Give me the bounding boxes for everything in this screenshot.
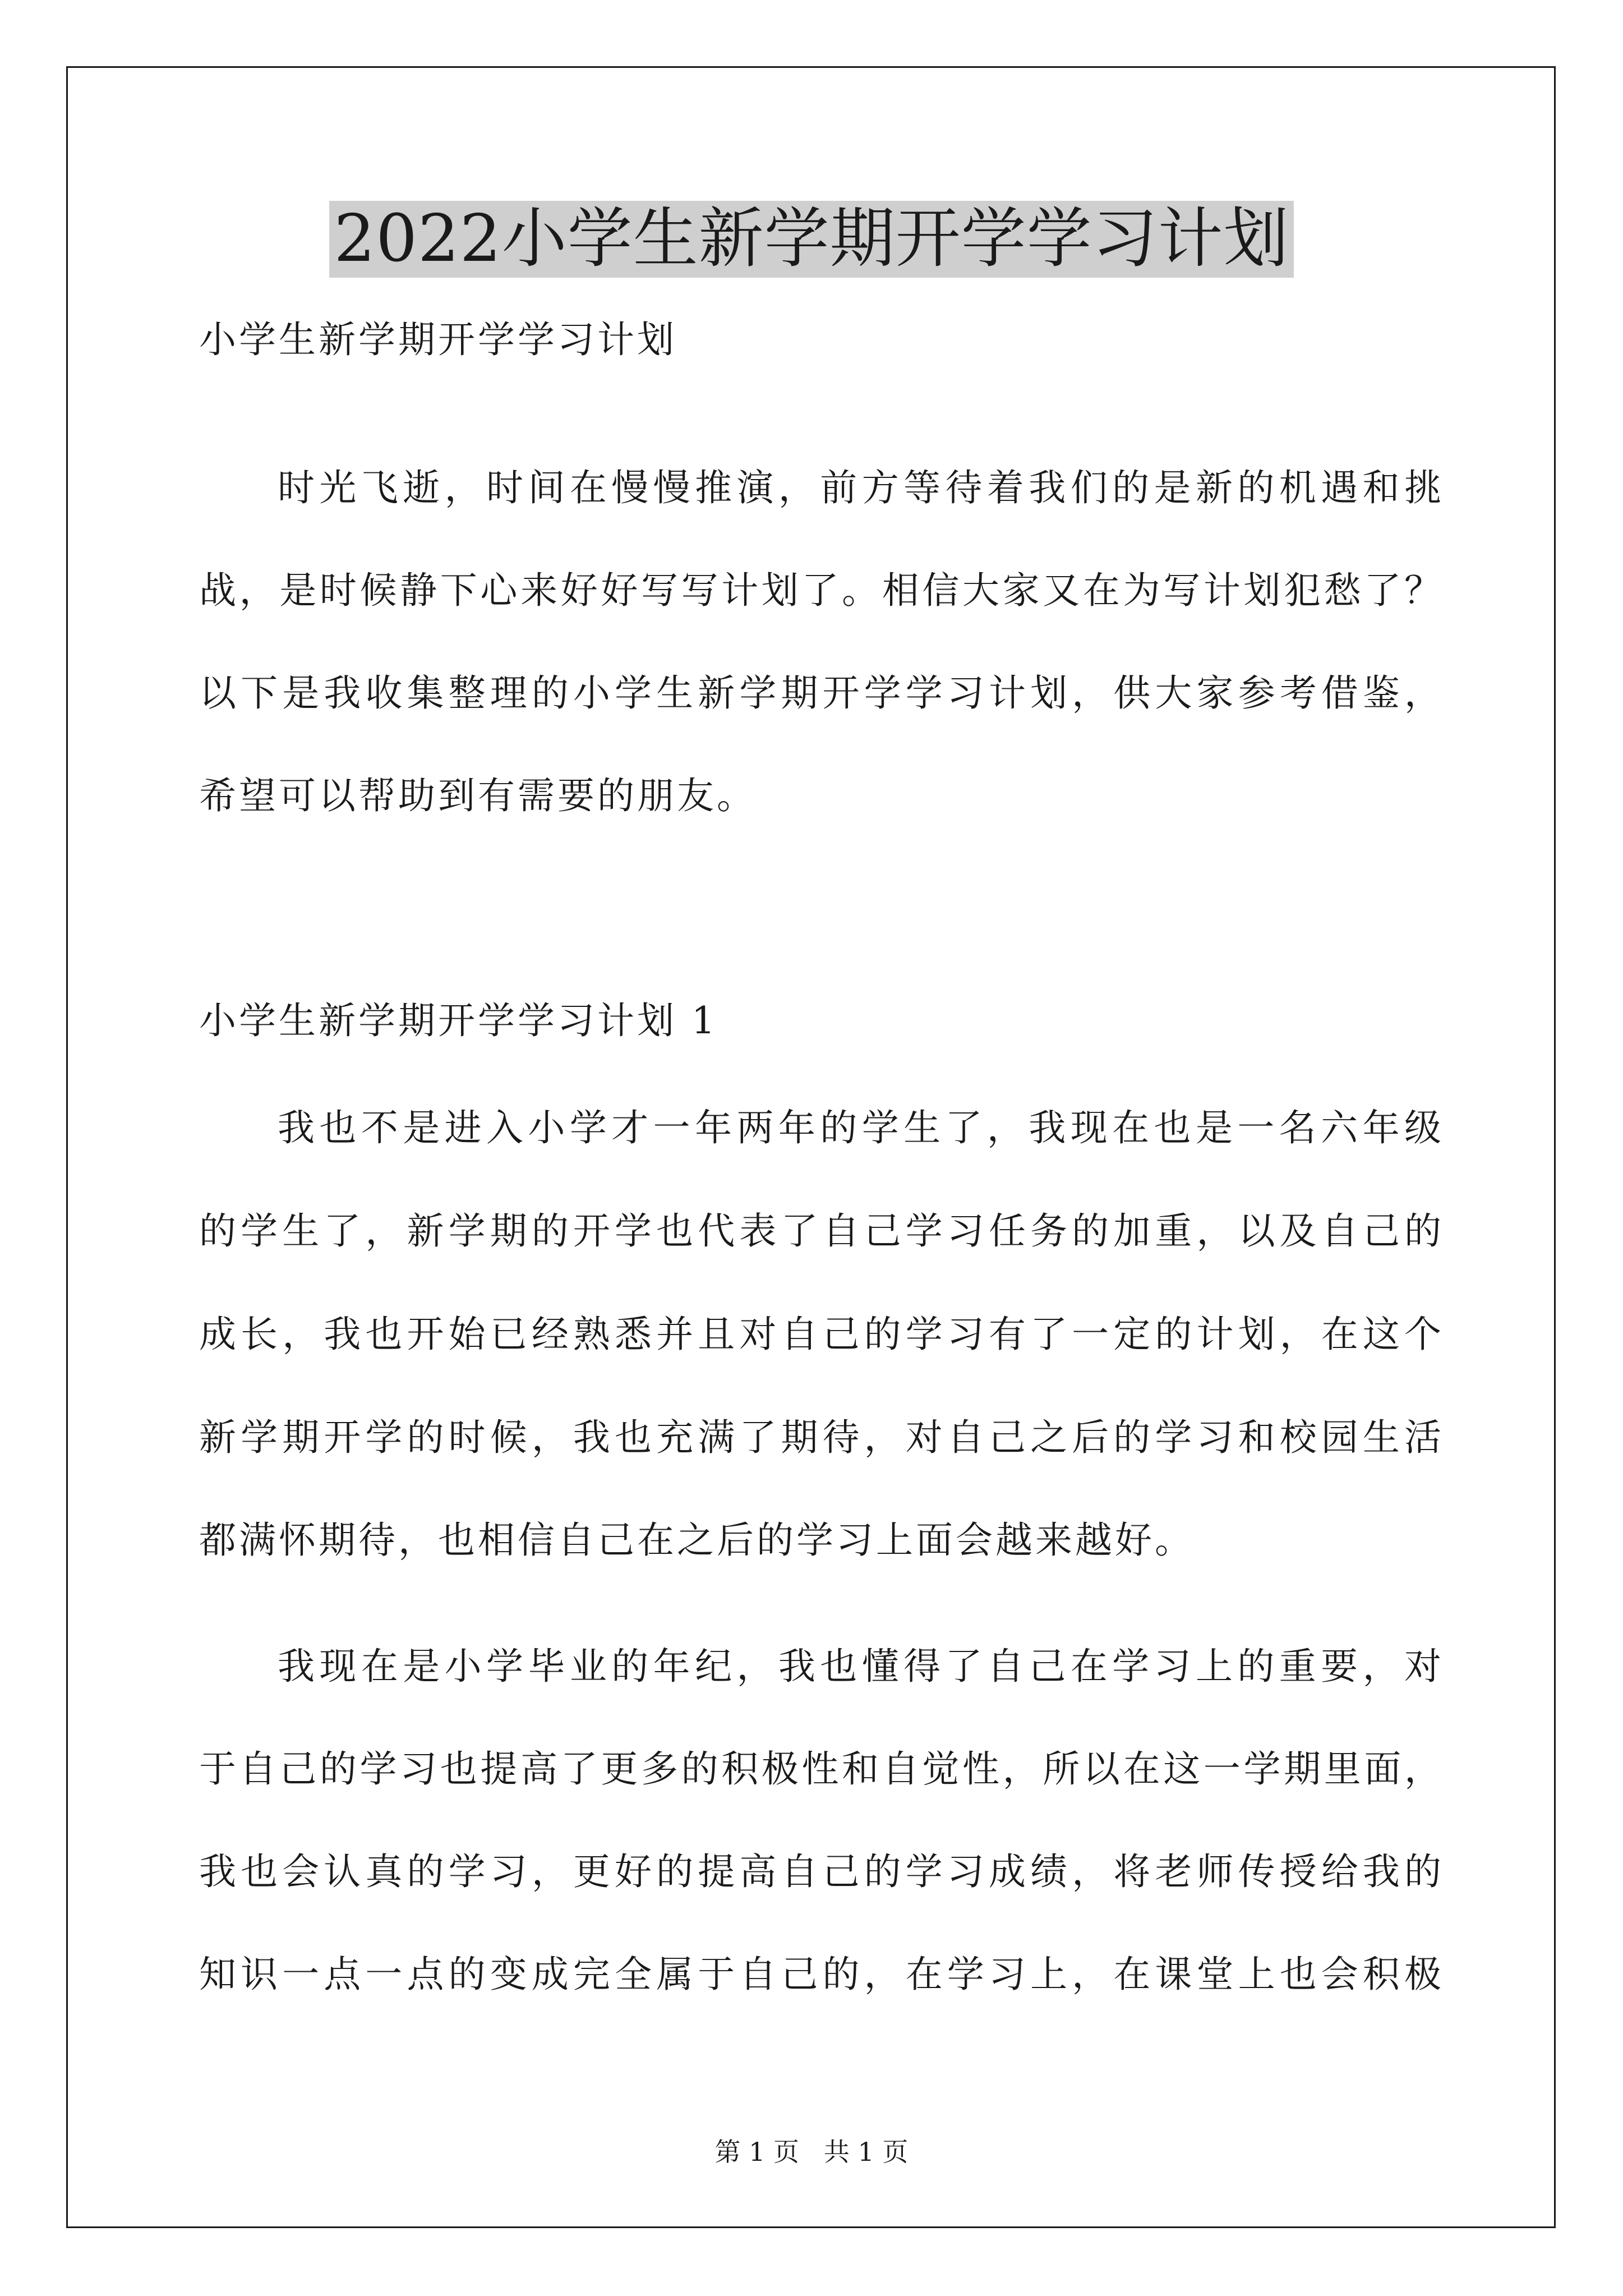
- section-heading: 小学生新学期开学学习计划: [199, 318, 677, 361]
- paragraph-line: 都满怀期待，也相信自己在之后的学习上面会越来越好。: [199, 1519, 1195, 1562]
- section-heading: 小学生新学期开学学习计划 1: [199, 999, 718, 1042]
- page-number-footer: 第 1 页 共 1 页: [714, 2137, 909, 2167]
- paragraph-line: 成长，我也开始已经熟悉并且对自己的学习有了一定的计划，在这个: [199, 1313, 1441, 1356]
- paragraph-line: 知识一点一点的变成完全属于自己的，在学习上，在课堂上也会积极: [199, 1953, 1441, 1996]
- paragraph-line: 我现在是小学毕业的年纪，我也懂得了自己在学习上的重要，对: [278, 1645, 1441, 1688]
- paragraph-line: 我也会认真的学习，更好的提高自己的学习成绩，将老师传授给我的: [199, 1850, 1441, 1893]
- title-container: [0, 201, 1623, 278]
- document-title: 2022小学生新学期开学学习计划: [329, 201, 1293, 278]
- paragraph-line: 希望可以帮助到有需要的朋友。: [199, 774, 757, 817]
- paragraph-line: 我也不是进入小学才一年两年的学生了，我现在也是一名六年级: [278, 1106, 1441, 1149]
- paragraph-line: 时光飞逝，时间在慢慢推演，前方等待着我们的是新的机遇和挑: [278, 466, 1441, 509]
- paragraph-line: 以下是我收集整理的小学生新学期开学学习计划，供大家参考借鉴，: [199, 671, 1441, 715]
- paragraph-line: 新学期开学的时候，我也充满了期待，对自己之后的学习和校园生活: [199, 1416, 1441, 1459]
- paragraph-line: 的学生了，新学期的开学也代表了自己学习任务的加重，以及自己的: [199, 1209, 1441, 1253]
- paragraph-line: 战，是时候静下心来好好写写计划了。相信大家又在为写计划犯愁了？: [199, 569, 1441, 612]
- paragraph-line: 于自己的学习也提高了更多的积极性和自觉性，所以在这一学期里面，: [199, 1747, 1441, 1791]
